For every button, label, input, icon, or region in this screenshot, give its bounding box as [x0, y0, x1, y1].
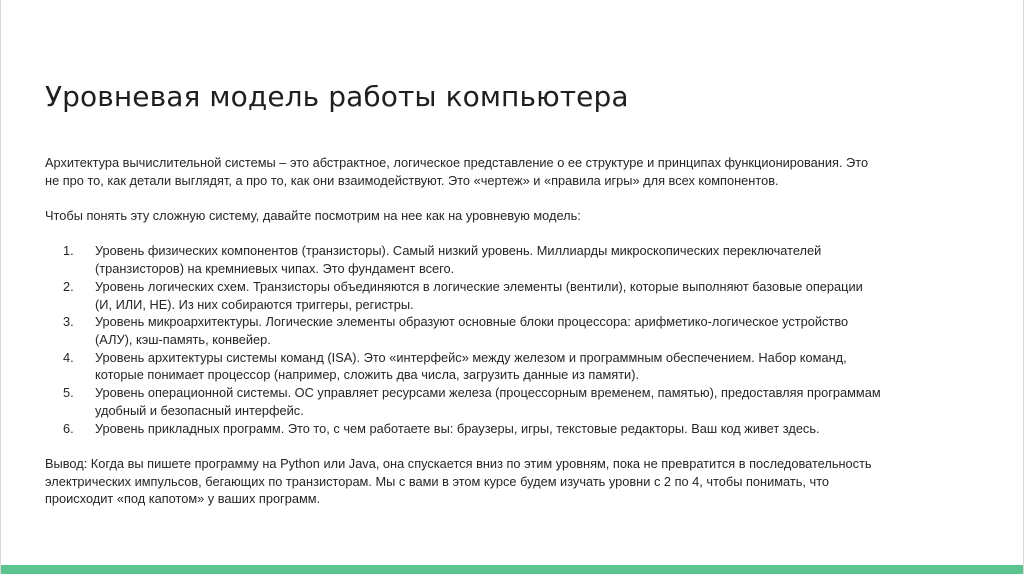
list-number: 4. [63, 349, 74, 365]
list-item-line-1: Уровень архитектуры системы команд (ISA). Это «интерфейс» между железом и программным обеспечением. Набор команд, [95, 349, 847, 365]
slide-title: Уровневая модель работы компьютера [45, 80, 629, 113]
list-item-level-3 [45, 313, 985, 348]
list-number: 3. [63, 314, 74, 330]
paragraph-spacer [45, 189, 985, 207]
intro-line-2: не про то, как детали выглядят, а про то, как они взаимодействуют. Это «чертеж» и «правила игры» для всех компонентов. [45, 172, 779, 188]
levels-list [45, 242, 985, 437]
conclusion-line-3: происходит «под капотом» у ваших программ. [45, 491, 321, 507]
list-number: 5. [63, 385, 74, 401]
intro-paragraph [45, 154, 985, 189]
list-item-line-2: которые понимает процессор (например, сложить два числа, загрузить данные из памяти). [95, 367, 640, 383]
list-number: 6. [63, 420, 74, 436]
list-item-line-2: (транзисторов) на кремниевых чипах. Это фундамент всего. [95, 261, 455, 277]
list-number: 1. [63, 243, 74, 259]
list-item-line-2: удобный и безопасный интерфейс. [95, 402, 304, 418]
conclusion-paragraph [45, 455, 985, 508]
lead-paragraph: Чтобы понять эту сложную систему, давайте посмотрим на нее как на уровневую модель: [45, 208, 581, 224]
list-item-line-1: Уровень прикладных программ. Это то, с чем работаете вы: браузеры, игры, текстовые редакторы. Ваш код живет здесь. [95, 420, 820, 436]
list-item-line-2: (И, ИЛИ, НЕ). Из них собираются триггеры, регистры. [95, 296, 414, 312]
list-item-line-2: (АЛУ), кэш-память, конвейер. [95, 332, 271, 347]
list-item-line-1: Уровень микроархитектуры. Логические элементы образуют основные блоки процессора: арифметико-логическое устройство [95, 314, 849, 330]
list-item-level-2 [45, 278, 985, 313]
slide-body [45, 154, 985, 508]
intro-line-1: Архитектура вычислительной системы – это абстрактное, логическое представление о ее структуре и принципах функционирования. Это [45, 155, 869, 170]
conclusion-line-1: Вывод: Когда вы пишете программу на Python или Java, она спускается вниз по этим уровням, пока не превратится в последовательность [45, 455, 872, 471]
list-item-level-1 [45, 242, 985, 277]
conclusion-line-2: электрических импульсов, бегающих по транзисторам. Мы с вами в этом курсе будем изучать уровни с 2 по 4, чтобы понимать, что [45, 473, 830, 489]
list-item-level-5 [45, 384, 985, 419]
accent-bottom-bar [1, 565, 1023, 574]
list-item-level-4 [45, 349, 985, 384]
paragraph-spacer [45, 225, 985, 243]
list-item-line-1: Уровень операционной системы. ОС управляет ресурсами железа (процессорным временем, памятью), предоставляя программам [95, 385, 881, 401]
list-item-line-1: Уровень физических компонентов (транзисторы). Самый низкий уровень. Миллиарды микроскопических переключателей [95, 243, 822, 259]
list-item-line-1: Уровень логических схем. Транзисторы объединяются в логические элементы (вентили), которые выполняют базовые операции [95, 278, 863, 294]
list-number: 2. [63, 278, 74, 294]
list-item-level-6 [45, 420, 985, 438]
paragraph-spacer [45, 437, 985, 455]
